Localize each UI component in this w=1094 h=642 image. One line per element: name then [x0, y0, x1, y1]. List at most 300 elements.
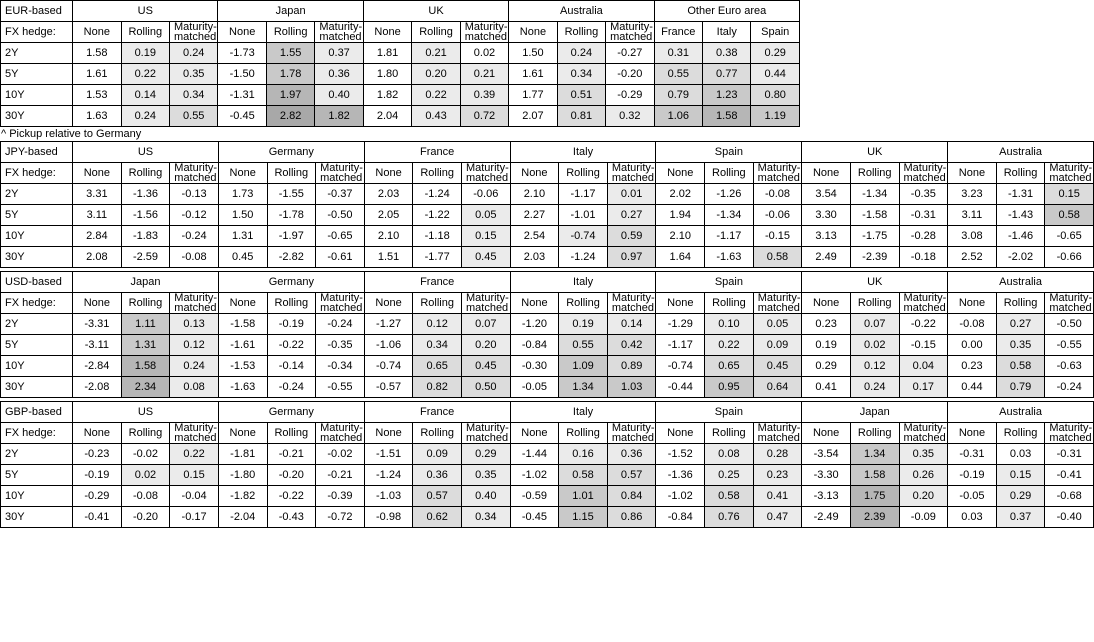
- data-cell: 0.24: [121, 106, 169, 127]
- country-group-header: Japan: [802, 402, 948, 423]
- data-cell: 2.27: [510, 205, 559, 226]
- tenor-label: 5Y: [1, 335, 73, 356]
- hedge-column-header: Rolling: [559, 163, 608, 184]
- hedge-column-header: Maturity- matched: [461, 423, 510, 444]
- data-cell: -1.29: [656, 314, 705, 335]
- data-cell: 1.73: [218, 184, 267, 205]
- data-cell: -0.37: [316, 184, 365, 205]
- data-cell: 0.22: [705, 335, 754, 356]
- data-cell: -1.24: [559, 247, 608, 268]
- data-cell: 0.24: [170, 43, 218, 64]
- data-cell: 2.84: [73, 226, 122, 247]
- hedge-column-header: None: [510, 423, 559, 444]
- data-cell: -0.72: [316, 507, 365, 528]
- data-cell: 0.23: [802, 314, 851, 335]
- data-cell: 0.86: [607, 507, 656, 528]
- data-cell: 0.51: [557, 85, 605, 106]
- data-cell: -0.18: [899, 247, 948, 268]
- data-cell: 0.44: [751, 64, 800, 85]
- hedge-column-header: Rolling: [559, 423, 608, 444]
- data-cell: 0.05: [461, 205, 510, 226]
- data-cell: 0.14: [121, 85, 169, 106]
- data-cell: 0.34: [557, 64, 605, 85]
- data-cell: -0.45: [510, 507, 559, 528]
- data-cell: 1.51: [364, 247, 413, 268]
- data-cell: -1.18: [413, 226, 462, 247]
- hedge-column-header: Maturity- matched: [461, 163, 510, 184]
- data-cell: 2.02: [656, 184, 705, 205]
- data-cell: 0.04: [899, 356, 948, 377]
- data-cell: -0.24: [170, 226, 219, 247]
- base-currency-label: USD-based: [1, 272, 73, 293]
- data-cell: 2.10: [510, 184, 559, 205]
- table-block: [0, 401, 1094, 528]
- data-cell: 0.36: [413, 465, 462, 486]
- data-cell: -0.21: [316, 465, 365, 486]
- hedge-column-header: None: [73, 22, 121, 43]
- hedge-column-header: Rolling: [121, 163, 170, 184]
- data-cell: -1.77: [413, 247, 462, 268]
- hedge-column-header: Rolling: [412, 22, 460, 43]
- hedge-column-header: None: [802, 163, 851, 184]
- hedge-column-header: Maturity- matched: [316, 423, 365, 444]
- group-header-row: [1, 142, 1094, 163]
- data-cell: -1.02: [656, 486, 705, 507]
- data-cell: 0.22: [412, 85, 460, 106]
- data-cell: -3.31: [73, 314, 122, 335]
- tenor-label: 10Y: [1, 226, 73, 247]
- hedge-column-header: Spain: [751, 22, 800, 43]
- base-currency-label: JPY-based: [1, 142, 73, 163]
- data-cell: -0.06: [461, 184, 510, 205]
- data-cell: -0.41: [1045, 465, 1094, 486]
- data-cell: 1.82: [363, 85, 411, 106]
- tenor-label: 10Y: [1, 356, 73, 377]
- hedge-column-header: Rolling: [121, 22, 169, 43]
- data-cell: 0.40: [461, 486, 510, 507]
- table-row: [1, 507, 1094, 528]
- data-cell: -1.50: [218, 64, 266, 85]
- data-cell: 0.29: [751, 43, 800, 64]
- data-cell: -1.44: [510, 444, 559, 465]
- data-cell: 2.10: [656, 226, 705, 247]
- data-cell: -0.39: [316, 486, 365, 507]
- data-cell: -1.43: [996, 205, 1045, 226]
- data-cell: -0.41: [73, 507, 122, 528]
- table-row: [1, 465, 1094, 486]
- hedge-column-header: Maturity- matched: [606, 22, 654, 43]
- data-cell: -1.34: [705, 205, 754, 226]
- data-cell: 3.31: [73, 184, 122, 205]
- data-cell: 1.77: [509, 85, 557, 106]
- data-cell: 0.10: [705, 314, 754, 335]
- tenor-label: 30Y: [1, 247, 73, 268]
- data-cell: -0.50: [316, 205, 365, 226]
- hedge-column-header: None: [948, 423, 997, 444]
- data-cell: 0.15: [996, 465, 1045, 486]
- data-cell: 1.64: [656, 247, 705, 268]
- data-cell: 0.95: [705, 377, 754, 398]
- data-cell: -0.65: [1045, 226, 1094, 247]
- data-cell: 1.23: [703, 85, 751, 106]
- data-cell: -0.74: [559, 226, 608, 247]
- data-cell: 0.22: [121, 64, 169, 85]
- data-cell: 0.13: [170, 314, 219, 335]
- data-cell: 0.34: [413, 335, 462, 356]
- country-group-header: Germany: [218, 272, 364, 293]
- data-cell: 1.61: [73, 64, 121, 85]
- data-cell: 0.08: [170, 377, 219, 398]
- data-cell: -0.06: [753, 205, 802, 226]
- country-group-header: UK: [802, 142, 948, 163]
- data-cell: -0.02: [316, 444, 365, 465]
- data-cell: 0.39: [460, 85, 508, 106]
- data-cell: 0.58: [996, 356, 1045, 377]
- data-cell: -3.13: [802, 486, 851, 507]
- data-cell: 0.02: [121, 465, 170, 486]
- data-cell: 0.03: [948, 507, 997, 528]
- table-row: [1, 43, 800, 64]
- data-cell: -1.53: [218, 356, 267, 377]
- data-cell: 0.20: [412, 64, 460, 85]
- data-cell: 2.10: [364, 226, 413, 247]
- table-row: [1, 335, 1094, 356]
- data-cell: -0.44: [656, 377, 705, 398]
- data-cell: -0.05: [510, 377, 559, 398]
- data-cell: -1.97: [267, 226, 316, 247]
- data-cell: -0.63: [1045, 356, 1094, 377]
- data-cell: -0.02: [121, 444, 170, 465]
- data-cell: 2.03: [510, 247, 559, 268]
- data-cell: -0.20: [606, 64, 654, 85]
- hedge-column-header: Maturity- matched: [607, 423, 656, 444]
- data-cell: -2.04: [218, 507, 267, 528]
- hedge-column-header: Rolling: [267, 293, 316, 314]
- data-cell: 0.38: [703, 43, 751, 64]
- data-cell: 2.08: [73, 247, 122, 268]
- data-cell: 0.35: [461, 465, 510, 486]
- data-cell: 0.21: [460, 64, 508, 85]
- data-cell: 0.29: [996, 486, 1045, 507]
- data-cell: 1.06: [654, 106, 702, 127]
- table-row: [1, 377, 1094, 398]
- data-cell: -1.63: [705, 247, 754, 268]
- tenor-label: 30Y: [1, 377, 73, 398]
- data-cell: -1.24: [413, 184, 462, 205]
- data-cell: 0.19: [121, 43, 169, 64]
- hedge-column-header: Rolling: [705, 293, 754, 314]
- country-group-header: Germany: [218, 142, 364, 163]
- hedge-column-header: Rolling: [121, 423, 170, 444]
- hedge-column-header: Maturity- matched: [170, 293, 219, 314]
- data-cell: -0.24: [316, 314, 365, 335]
- data-cell: -2.84: [73, 356, 122, 377]
- data-cell: 0.42: [607, 335, 656, 356]
- data-cell: -0.08: [948, 314, 997, 335]
- hedge-column-header: Maturity- matched: [460, 22, 508, 43]
- data-cell: -3.30: [802, 465, 851, 486]
- data-cell: 1.94: [656, 205, 705, 226]
- data-cell: -0.84: [656, 507, 705, 528]
- data-cell: -1.52: [656, 444, 705, 465]
- data-cell: -1.75: [850, 226, 899, 247]
- data-cell: 0.89: [607, 356, 656, 377]
- base-currency-label: EUR-based: [1, 1, 73, 22]
- data-cell: 0.35: [899, 444, 948, 465]
- data-cell: -2.39: [850, 247, 899, 268]
- data-cell: 0.21: [412, 43, 460, 64]
- data-cell: 1.19: [751, 106, 800, 127]
- data-cell: -0.29: [606, 85, 654, 106]
- tenor-label: 30Y: [1, 507, 73, 528]
- data-cell: -3.54: [802, 444, 851, 465]
- hedge-column-header: Maturity- matched: [316, 163, 365, 184]
- hedge-column-header: Rolling: [267, 163, 316, 184]
- hedge-column-header: Maturity- matched: [607, 293, 656, 314]
- data-cell: 0.79: [996, 377, 1045, 398]
- data-cell: -0.21: [267, 444, 316, 465]
- data-cell: 1.31: [218, 226, 267, 247]
- data-cell: 1.63: [73, 106, 121, 127]
- data-cell: -1.78: [267, 205, 316, 226]
- data-cell: -1.36: [656, 465, 705, 486]
- table-row: [1, 106, 800, 127]
- data-cell: 0.45: [461, 356, 510, 377]
- data-cell: 0.62: [413, 507, 462, 528]
- data-cell: 0.47: [753, 507, 802, 528]
- data-cell: -2.02: [996, 247, 1045, 268]
- data-cell: 0.37: [315, 43, 363, 64]
- country-group-header: Australia: [509, 1, 654, 22]
- hedge-column-header: None: [364, 423, 413, 444]
- data-cell: -0.61: [316, 247, 365, 268]
- data-cell: 0.58: [753, 247, 802, 268]
- data-cell: -0.74: [364, 356, 413, 377]
- country-group-header: US: [73, 142, 219, 163]
- data-cell: -0.84: [510, 335, 559, 356]
- data-cell: 0.24: [850, 377, 899, 398]
- data-cell: -0.40: [1045, 507, 1094, 528]
- country-group-header: France: [364, 272, 510, 293]
- data-cell: -0.31: [899, 205, 948, 226]
- data-cell: 1.58: [121, 356, 170, 377]
- hedge-column-header: Maturity- matched: [316, 293, 365, 314]
- data-cell: 2.49: [802, 247, 851, 268]
- data-cell: -0.65: [316, 226, 365, 247]
- data-cell: -0.22: [267, 486, 316, 507]
- country-group-header: US: [73, 402, 219, 423]
- data-cell: 2.04: [363, 106, 411, 127]
- data-cell: 3.23: [948, 184, 997, 205]
- table-row: [1, 444, 1094, 465]
- data-cell: -0.22: [267, 335, 316, 356]
- data-cell: -0.13: [170, 184, 219, 205]
- country-group-header: UK: [802, 272, 948, 293]
- data-cell: 2.39: [850, 507, 899, 528]
- group-header-row: [1, 1, 800, 22]
- tenor-label: 2Y: [1, 444, 73, 465]
- hedge-column-header: None: [218, 423, 267, 444]
- data-cell: 0.16: [559, 444, 608, 465]
- data-cell: -1.20: [510, 314, 559, 335]
- data-cell: 0.59: [607, 226, 656, 247]
- data-cell: -1.06: [364, 335, 413, 356]
- data-cell: -2.08: [73, 377, 122, 398]
- table-row: [1, 314, 1094, 335]
- hedge-column-header: None: [510, 293, 559, 314]
- hedge-column-header: None: [510, 163, 559, 184]
- hedge-column-header: None: [73, 293, 122, 314]
- data-cell: -0.08: [753, 184, 802, 205]
- country-group-header: Spain: [656, 402, 802, 423]
- data-cell: 1.01: [559, 486, 608, 507]
- data-cell: 0.45: [218, 247, 267, 268]
- hedge-header-row: [1, 293, 1094, 314]
- data-cell: 0.50: [461, 377, 510, 398]
- data-cell: -0.20: [267, 465, 316, 486]
- data-cell: -0.15: [899, 335, 948, 356]
- data-cell: 0.97: [607, 247, 656, 268]
- data-cell: 0.31: [654, 43, 702, 64]
- hedge-column-header: Maturity- matched: [753, 293, 802, 314]
- data-cell: 0.22: [170, 444, 219, 465]
- hedge-column-header: None: [364, 163, 413, 184]
- data-cell: 1.81: [363, 43, 411, 64]
- table-row: [1, 64, 800, 85]
- data-cell: 0.12: [413, 314, 462, 335]
- country-group-header: Italy: [510, 142, 656, 163]
- hedge-column-header: None: [509, 22, 557, 43]
- data-cell: 0.08: [705, 444, 754, 465]
- data-cell: -1.27: [364, 314, 413, 335]
- data-cell: 0.29: [461, 444, 510, 465]
- tenor-label: 5Y: [1, 465, 73, 486]
- hedge-column-header: None: [656, 423, 705, 444]
- data-cell: 0.41: [753, 486, 802, 507]
- data-cell: 3.11: [73, 205, 122, 226]
- data-cell: -1.36: [121, 184, 170, 205]
- data-cell: 0.55: [559, 335, 608, 356]
- hedge-column-header: None: [656, 293, 705, 314]
- data-cell: 0.15: [170, 465, 219, 486]
- data-cell: 1.53: [73, 85, 121, 106]
- table-row: [1, 205, 1094, 226]
- data-cell: 0.82: [413, 377, 462, 398]
- data-cell: -1.80: [218, 465, 267, 486]
- data-cell: 3.13: [802, 226, 851, 247]
- data-cell: 0.12: [170, 335, 219, 356]
- data-cell: 1.09: [559, 356, 608, 377]
- data-cell: 0.27: [607, 205, 656, 226]
- fx-hedge-label: FX hedge:: [1, 423, 73, 444]
- data-cell: -1.34: [850, 184, 899, 205]
- tenor-label: 10Y: [1, 85, 73, 106]
- data-cell: -1.82: [218, 486, 267, 507]
- data-cell: 0.34: [170, 85, 218, 106]
- data-cell: 1.75: [850, 486, 899, 507]
- hedge-column-header: Rolling: [413, 423, 462, 444]
- data-cell: 2.34: [121, 377, 170, 398]
- data-cell: 2.05: [364, 205, 413, 226]
- data-cell: -0.14: [267, 356, 316, 377]
- data-cell: 0.24: [557, 43, 605, 64]
- data-cell: 0.07: [461, 314, 510, 335]
- data-cell: -0.24: [267, 377, 316, 398]
- table-row: [1, 486, 1094, 507]
- country-group-header: US: [73, 1, 218, 22]
- data-cell: 0.64: [753, 377, 802, 398]
- hedge-column-header: None: [948, 163, 997, 184]
- data-cell: 0.65: [413, 356, 462, 377]
- data-cell: -0.19: [948, 465, 997, 486]
- data-cell: 0.17: [899, 377, 948, 398]
- data-cell: -0.31: [948, 444, 997, 465]
- table-block: [0, 271, 1094, 398]
- data-cell: 0.00: [948, 335, 997, 356]
- data-cell: -0.12: [170, 205, 219, 226]
- data-cell: 0.02: [850, 335, 899, 356]
- tenor-label: 30Y: [1, 106, 73, 127]
- data-cell: 1.61: [509, 64, 557, 85]
- data-cell: -1.58: [218, 314, 267, 335]
- data-cell: 3.11: [948, 205, 997, 226]
- currency-table: [0, 141, 1094, 268]
- hedge-column-header: Rolling: [996, 293, 1045, 314]
- data-cell: -0.09: [899, 507, 948, 528]
- data-cell: 0.26: [899, 465, 948, 486]
- hedge-column-header: Maturity- matched: [1045, 423, 1094, 444]
- currency-table: [0, 0, 800, 127]
- hedge-column-header: France: [654, 22, 702, 43]
- data-cell: -0.55: [1045, 335, 1094, 356]
- data-cell: -0.59: [510, 486, 559, 507]
- data-cell: 1.31: [121, 335, 170, 356]
- data-cell: 0.05: [753, 314, 802, 335]
- data-cell: -1.31: [218, 85, 266, 106]
- data-cell: 0.07: [850, 314, 899, 335]
- country-group-header: Japan: [73, 272, 219, 293]
- data-cell: -3.11: [73, 335, 122, 356]
- data-cell: 2.03: [364, 184, 413, 205]
- data-cell: 0.24: [170, 356, 219, 377]
- data-cell: -1.63: [218, 377, 267, 398]
- data-cell: -0.27: [606, 43, 654, 64]
- data-cell: 0.14: [607, 314, 656, 335]
- data-cell: 0.34: [461, 507, 510, 528]
- data-cell: -0.35: [899, 184, 948, 205]
- hedge-column-header: Maturity- matched: [753, 163, 802, 184]
- data-cell: 0.72: [460, 106, 508, 127]
- hedge-column-header: None: [802, 293, 851, 314]
- data-cell: -1.51: [364, 444, 413, 465]
- country-group-header: Spain: [656, 272, 802, 293]
- data-cell: 0.29: [802, 356, 851, 377]
- tenor-label: 2Y: [1, 314, 73, 335]
- data-cell: 1.58: [73, 43, 121, 64]
- group-header-row: [1, 272, 1094, 293]
- hedge-column-header: None: [73, 423, 122, 444]
- table-row: [1, 184, 1094, 205]
- data-cell: 0.12: [850, 356, 899, 377]
- hedge-column-header: Rolling: [850, 293, 899, 314]
- data-cell: -0.08: [170, 247, 219, 268]
- data-cell: -1.31: [996, 184, 1045, 205]
- data-cell: -0.08: [121, 486, 170, 507]
- country-group-header: Italy: [510, 402, 656, 423]
- hedge-column-header: Maturity- matched: [899, 423, 948, 444]
- data-cell: -0.35: [316, 335, 365, 356]
- base-currency-label: GBP-based: [1, 402, 73, 423]
